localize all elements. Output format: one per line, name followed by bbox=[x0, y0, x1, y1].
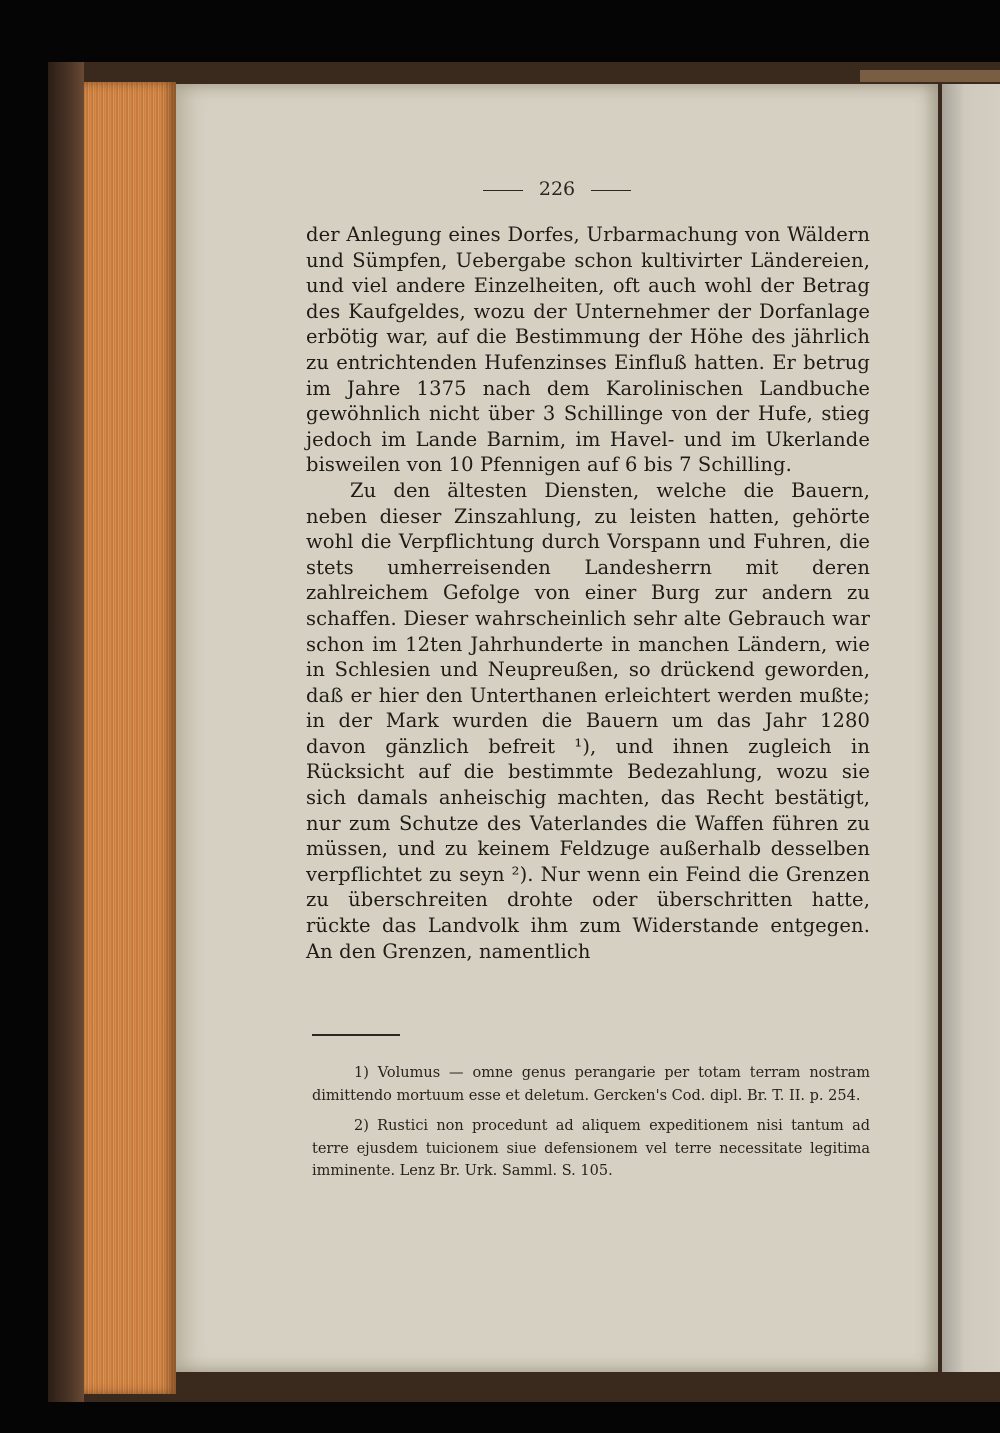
page-number: 226 bbox=[538, 178, 576, 200]
footnote-rule bbox=[312, 1034, 400, 1036]
book-spine-edge bbox=[48, 62, 84, 1402]
page-header bbox=[176, 178, 938, 204]
footnotes bbox=[312, 1062, 870, 1191]
next-page-edge bbox=[942, 84, 1000, 1372]
paragraph-2: Zu den ältesten Diensten, welche die Bauern, neben dieser Zinszahlung, zu leisten hatten, gehörte wohl die Verpflichtung durch Vorspann und Fuhren, die stets umherreisenden Landesherrn mit deren zahlreichem Gefolge von einer Burg zur andern zu schaffen. Dieser wahrscheinlich sehr alte Gebrauch war schon im 12ten Jahrhunderte in manchen Ländern, wie in Schlesien und Neupreußen, so drückend geworden, daß er hier den Unterthanen erleichtert werden mußte; in der Mark wurden die Bauern um das Jahr 1280 davon gänzlich befreit ¹), und ihnen zugleich in Rücksicht auf die bestimmte Bedezahlung, wozu sie sich damals anheischig machten, das Recht bestätigt, nur zum Schutze des Vaterlandes die Waffen führen zu müssen, und zu keinem Feldzuge außerhalb desselben verpflichtet zu seyn ²). Nur wenn ein Feind die Grenzen zu überschreiten drohte oder überschritten hatte, rückte das Landvolk ihm zum Widerstande entgegen. An den Grenzen, namentlich bbox=[306, 478, 870, 963]
cover-top-strip bbox=[860, 70, 1000, 82]
page-edges bbox=[84, 82, 176, 1394]
body-text bbox=[306, 222, 870, 964]
paragraph-1: der Anlegung eines Dorfes, Urbarmachung von Wäldern und Sümpfen, Uebergabe schon kultivirter Ländereien, und viel andere Einzelheiten, oft auch wohl der Betrag des Kaufgeldes, wozu der Unternehmer der Dorfanlage erbötig war, auf die Bestimmung der Höhe des jährlich zu entrichtenden Hufenzinses Einfluß hatten. Er betrug im Jahre 1375 nach dem Karolinischen Landbuche gewöhnlich nicht über 3 Schillinge von der Hufe, stieg jedoch im Lande Barnim, im Havel- und im Ukerlande bisweilen von 10 Pfennigen auf 6 bis 7 Schilling. bbox=[306, 223, 870, 477]
footnote-2: 2) Rustici non procedunt ad aliquem expeditionem nisi tantum ad terre ejusdem tuicionem siue defensionem vel terre necessitate legitima imminente. Lenz Br. Urk. Samml. S. 105. bbox=[312, 1118, 870, 1179]
header-dash-left bbox=[483, 190, 523, 191]
header-dash-right bbox=[591, 190, 631, 191]
footnote-1: 1) Volumus — omne genus perangarie per totam terram nostram dimittendo mortuum esse et deletum. Gercken's Cod. dipl. Br. T. II. p. 254. bbox=[312, 1065, 870, 1104]
